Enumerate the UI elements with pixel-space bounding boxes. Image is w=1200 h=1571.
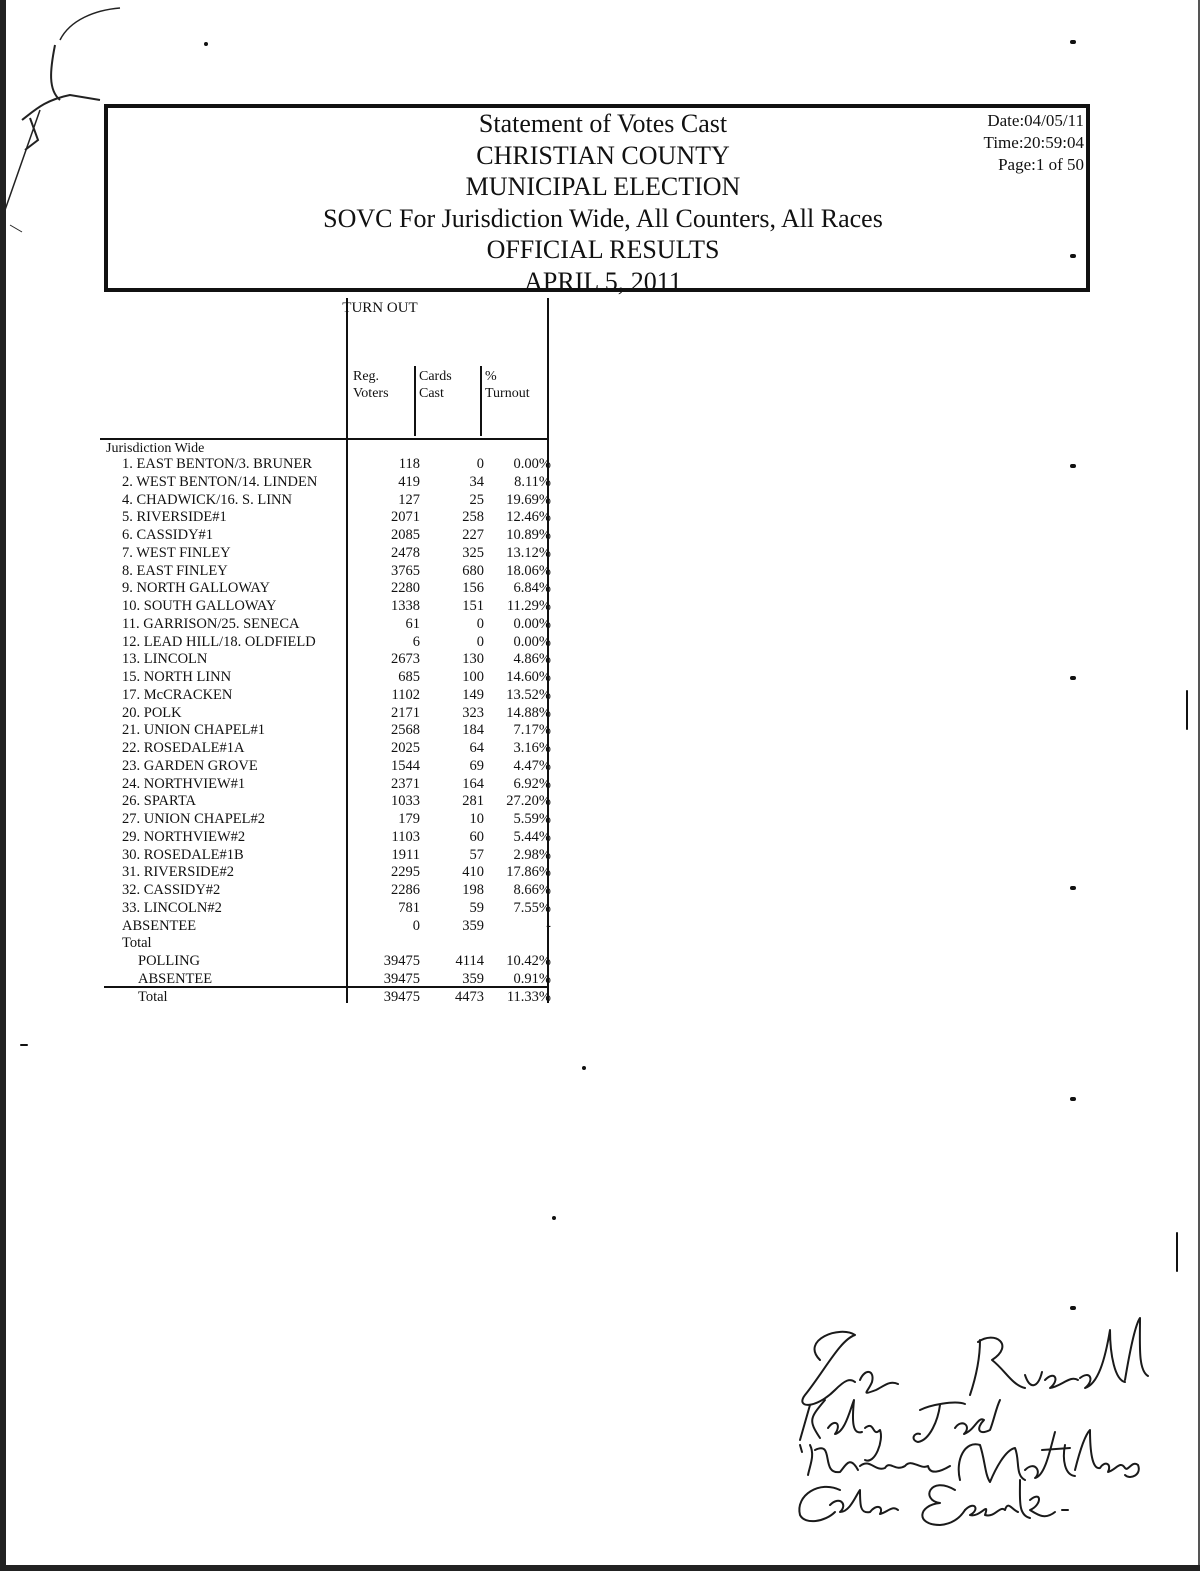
cards-cast-value: 258 [462,509,484,526]
precinct-name: 1. EAST BENTON/3. BRUNER [122,456,312,472]
precinct-name: 21. UNION CHAPEL#1 [122,722,265,739]
pct-turnout-value: 3.16% [513,740,551,756]
cards-cast-value: 227 [462,527,484,543]
pct-turnout-value: 11.29% [506,598,551,614]
precinct-name: POLLING [138,953,201,969]
reg-voters-value: 2071 [391,509,420,526]
reg-voters-value: 2280 [391,580,420,597]
col-head-pct-turnout [485,368,530,402]
scan-speck [204,42,208,46]
reg-voters-value: 2286 [391,882,420,898]
cards-cast-value: 25 [469,491,484,508]
report-time: Time:20:59:04 [983,133,1084,152]
scan-speck [1070,1097,1076,1101]
table-row [104,740,554,758]
scan-speck [1176,1232,1178,1272]
reg-voters-value: 2171 [391,704,420,721]
precinct-name: 20. POLK [122,704,182,721]
reg-voters-value: 1102 [391,686,420,703]
pct-turnout-value: 0.00% [513,456,551,472]
precinct-name: 33. LINCOLN#2 [122,899,222,916]
col-head-line: Turnout [485,386,530,401]
precinct-name: 22. ROSEDALE#1A [122,740,245,756]
section-label: Jurisdiction Wide [106,441,205,456]
cards-cast-value: 164 [462,775,484,792]
table-row [104,900,554,918]
county-name: CHRISTIAN COUNTY [476,140,730,170]
scan-speck [582,1066,586,1070]
table-rule [480,366,482,436]
table-row [104,669,554,687]
pct-turnout-value: 2.98% [513,846,551,863]
scan-speck [552,1216,556,1220]
pct-turnout-value: 0.91% [513,970,551,987]
report-header [104,104,1090,296]
reg-voters-value: 1911 [391,846,420,863]
cards-cast-value: 410 [462,864,484,881]
precinct-name: 13. LINCOLN [122,651,208,668]
table-row [104,705,554,723]
precinct-name: 10. SOUTH GALLOWAY [122,598,277,614]
election-name: MUNICIPAL ELECTION [465,172,741,201]
cards-cast-value: 60 [469,828,484,845]
reg-voters-value: 2673 [391,651,420,668]
table-row [104,545,554,563]
reg-voters-value: 6 [412,633,420,650]
precinct-name: 2. WEST BENTON/14. LINDEN [122,473,318,490]
table-rule [414,366,416,436]
col-head-cards-cast [419,368,452,402]
precinct-name: 26. SPARTA [122,793,196,810]
cards-cast-value: 100 [462,669,484,685]
precinct-name: 15. NORTH LINN [122,669,232,685]
pct-turnout-value: 8.66% [513,882,551,898]
pct-turnout-value: 5.44% [513,828,551,845]
pct-turnout-value: 4.47% [513,757,551,774]
table-row [104,722,554,740]
precinct-name: 7. WEST FINLEY [122,544,231,561]
table-row [104,527,554,545]
cards-cast-value: 281 [462,793,484,810]
pct-turnout-value: 4.86% [513,651,551,668]
precinct-name: 11. GARRISON/25. SENECA [122,615,300,632]
reg-voters-value: 1103 [391,828,420,845]
report-page: Page:1 of 50 [998,155,1084,174]
scan-speck [1186,690,1188,730]
precinct-name: 30. ROSEDALE#1B [122,846,244,863]
pct-turnout-value: 13.12% [506,544,551,561]
pct-turnout-value: 14.88% [506,704,551,721]
report-date: Date:04/05/11 [987,111,1084,130]
col-head-line: Reg. [353,369,380,384]
table-row [104,847,554,865]
pct-turnout-value: 8.11% [514,473,551,490]
precinct-name: 23. GARDEN GROVE [122,757,258,774]
report-title: Statement of Votes Cast [478,109,728,138]
reg-voters-value: 61 [405,615,420,632]
table-row [104,793,554,811]
scan-speck [1070,676,1076,680]
cards-cast-value: 149 [462,686,484,703]
cards-cast-value: 325 [462,544,484,561]
table-row [104,634,554,652]
reg-voters-value: 118 [398,456,420,472]
cards-cast-value: 69 [469,757,484,774]
report-scope: SOVC For Jurisdiction Wide, All Counters, All Races [323,203,883,233]
cards-cast-value: 0 [476,615,484,632]
cards-cast-value: 130 [462,651,484,668]
reg-voters-value: 781 [398,899,420,916]
cards-cast-value: 34 [469,473,484,490]
reg-voters-value: 0 [412,917,420,934]
pct-turnout-value: 7.17% [513,722,551,739]
reg-voters-value: 1033 [391,793,420,810]
pct-turnout-value: 14.60% [506,669,551,685]
reg-voters-value: 39475 [383,988,420,1005]
reg-voters-value: 685 [398,669,420,685]
precinct-name: 9. NORTH GALLOWAY [122,580,271,597]
table-row [104,456,554,474]
table-row [104,989,554,1007]
cards-cast-value: 10 [469,811,484,827]
pct-turnout-value: 27.20% [506,793,551,810]
precinct-name: 31. RIVERSIDE#2 [122,864,234,881]
table-row [104,829,554,847]
pct-turnout-value: 6.92% [513,775,551,792]
cards-cast-value: 680 [462,562,484,579]
table-row [104,811,554,829]
reg-voters-value: 2371 [391,775,420,792]
scan-speck [1070,40,1076,44]
precinct-name: Total [138,988,168,1005]
scan-speck [1070,886,1076,890]
pct-turnout-value: 12.46% [506,509,551,526]
cards-cast-value: 156 [462,580,484,597]
table-row [104,758,554,776]
precinct-name: 12. LEAD HILL/18. OLDFIELD [122,633,316,650]
table-row [104,776,554,794]
table-row [104,580,554,598]
pct-turnout-value: 17.86% [506,864,551,881]
cards-cast-value: 359 [462,917,484,934]
reg-voters-value: 2568 [391,722,420,739]
cards-cast-value: 59 [469,899,484,916]
precinct-name: 29. NORTHVIEW#2 [122,828,246,845]
table-row [104,509,554,527]
cards-cast-value: 64 [469,740,484,756]
total-section-label-row [104,935,554,953]
table-row [104,474,554,492]
table-row [104,953,554,971]
precinct-name: ABSENTEE [138,970,213,987]
report-meta [984,110,1084,176]
precinct-name: 6. CASSIDY#1 [122,527,214,543]
table-row [104,598,554,616]
pct-turnout-value: 19.69% [506,491,551,508]
results-status: OFFICIAL RESULTS [486,235,720,264]
precinct-name: 24. NORTHVIEW#1 [122,775,246,792]
pct-turnout-value: 11.33% [506,988,551,1005]
reg-voters-value: 39475 [383,953,420,969]
precinct-name: 17. McCRACKEN [122,686,233,703]
cards-cast-value: 151 [462,598,484,614]
signatures-graphic [780,1300,1160,1530]
col-head-line: Cards [419,369,452,384]
cards-cast-value: 359 [462,970,484,987]
table-row [104,971,554,989]
col-head-line: % [485,369,497,384]
total-section-label: Total [122,935,152,952]
pct-turnout-value: 0.00% [513,633,551,650]
turnout-group-title: TURN OUT [342,300,418,316]
col-head-line: Cast [419,386,444,401]
pct-turnout-value: 5.59% [513,811,551,827]
precinct-name: 5. RIVERSIDE#1 [122,509,227,526]
pct-turnout-value: 10.89% [506,527,551,543]
precinct-name: 32. CASSIDY#2 [122,882,221,898]
reg-voters-value: 39475 [383,970,420,987]
pct-turnout-value: 0.00% [513,615,551,632]
table-row [104,616,554,634]
precinct-name: 8. EAST FINLEY [122,562,228,579]
table-row [104,687,554,705]
cards-cast-value: 198 [462,882,484,898]
reg-voters-value: 2085 [391,527,420,543]
cards-cast-value: 0 [476,633,484,650]
table-rule [100,438,548,440]
precinct-name: ABSENTEE [122,917,197,934]
pct-turnout-value: 13.52% [506,686,551,703]
cards-cast-value: 4114 [455,953,484,969]
reg-voters-value: 127 [398,491,420,508]
pct-turnout-value: 7.55% [513,899,551,916]
pct-turnout-value: 10.42% [506,953,551,969]
cards-cast-value: 184 [462,722,484,739]
pct-turnout-value: - [546,917,551,934]
precinct-name: 27. UNION CHAPEL#2 [122,811,265,827]
table-row [104,651,554,669]
cards-cast-value: 4473 [455,988,484,1005]
turnout-table-body [104,456,554,1006]
precinct-name: 4. CHADWICK/16. S. LINN [122,491,292,508]
pct-turnout-value: 18.06% [506,562,551,579]
scan-speck [20,1044,28,1046]
cards-cast-value: 323 [462,704,484,721]
reg-voters-value: 3765 [391,562,420,579]
report-title-block [258,108,948,297]
reg-voters-value: 2025 [391,740,420,756]
table-row [104,563,554,581]
reg-voters-value: 1544 [391,757,420,774]
col-head-reg-voters [353,368,389,402]
reg-voters-value: 179 [398,811,420,827]
col-head-line: Voters [353,386,389,401]
reg-voters-value: 1338 [391,598,420,614]
election-date: APRIL 5, 2011 [524,266,682,296]
scan-edge-bottom [0,1565,1200,1571]
table-row [104,882,554,900]
reg-voters-value: 2295 [391,864,420,881]
pct-turnout-value: 6.84% [513,580,551,597]
cards-cast-value: 57 [469,846,484,863]
table-row [104,864,554,882]
reg-voters-value: 419 [398,473,420,490]
reg-voters-value: 2478 [391,544,420,561]
cards-cast-value: 0 [476,456,484,472]
scan-speck [1070,464,1076,468]
table-row [104,918,554,936]
table-row [104,492,554,510]
